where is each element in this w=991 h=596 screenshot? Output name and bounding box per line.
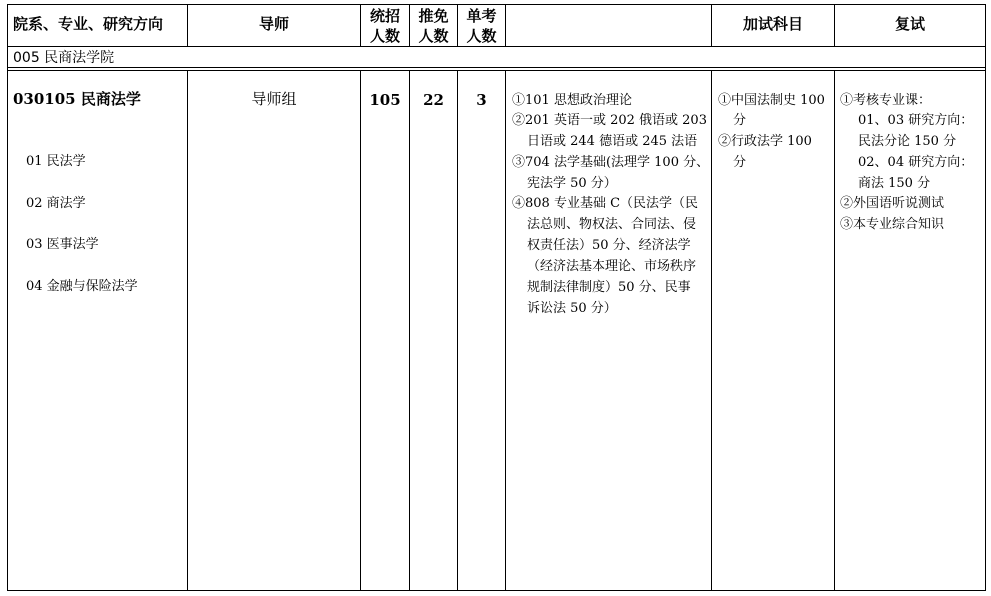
extra-line: ②行政法学 100 [718, 134, 812, 149]
retest-line: ③本专业综合知识 [840, 217, 945, 232]
retest-line: 02、04 研究方向： [858, 155, 974, 170]
header-tuimian-line1: 推免 [418, 7, 449, 25]
extra-line: 分 [733, 113, 747, 128]
exam-line: 日语或 244 德语或 245 法语 [527, 134, 698, 149]
exam-line: ④808 专业基础 C（民法学（民 [512, 196, 699, 211]
program-dankao-count: 3 [476, 91, 487, 109]
table-border-right [985, 4, 986, 591]
direction-item: 04 金融与保险法学 [26, 279, 138, 294]
header-dankao-line2: 人数 [466, 27, 497, 45]
header-tongzhao-line1: 统招 [369, 7, 400, 25]
retest-line: 商法 150 分 [858, 176, 931, 191]
exam-line: 权责任法）50 分、经济法学 [527, 238, 691, 253]
program-code-name: 030105 民商法学 [13, 90, 141, 108]
header-tongzhao-line2: 人数 [369, 27, 400, 45]
extra-line: 分 [733, 155, 747, 170]
header-retest: 复试 [894, 15, 925, 33]
header-dankao [458, 6, 505, 46]
col-divider-exam [505, 4, 506, 47]
col-divider-tongzhao [360, 70, 361, 591]
exam-line: ①101 思想政治理论 [512, 93, 632, 108]
retest-line: 01、03 研究方向： [858, 113, 974, 128]
exam-line: 法总则、物权法、合同法、侵 [527, 217, 697, 232]
section-bottom-line [7, 67, 986, 68]
exam-line: （经济法基本理论、市场秩序 [527, 259, 697, 274]
exam-line: 规制法律制度）50 分、民事 [527, 280, 691, 295]
header-bottom-line [7, 46, 986, 47]
header-extra: 加试科目 [742, 15, 803, 33]
header-dept: 院系、专业、研究方向 [13, 15, 164, 33]
program-tutor: 导师组 [251, 90, 297, 108]
header-tuimian-line2: 人数 [418, 27, 449, 45]
table-border-top [7, 4, 986, 5]
header-tutor: 导师 [258, 15, 289, 33]
col-divider-tuimian [409, 70, 410, 591]
extra-line: ①中国法制史 100 [718, 93, 825, 108]
program-tuimian-count: 22 [423, 91, 444, 109]
table-border-bottom [7, 590, 986, 591]
program-tongzhao-count: 105 [369, 91, 401, 109]
header-tongzhao [361, 6, 409, 46]
table-border-left [7, 4, 8, 591]
direction-item: 01 民法学 [26, 154, 86, 169]
col-divider-extra [711, 70, 712, 591]
direction-item: 02 商法学 [26, 196, 86, 211]
exam-line: ③704 法学基础(法理学 100 分、 [512, 155, 710, 170]
direction-item: 03 医事法学 [26, 237, 99, 252]
exam-line: ②201 英语一或 202 俄语或 203 [512, 113, 707, 128]
section-bottom-line-double [7, 70, 986, 71]
exam-line: 宪法学 50 分） [527, 176, 617, 191]
header-tuimian [410, 6, 457, 46]
exam-line: 诉讼法 50 分） [527, 301, 617, 316]
retest-line: ①考核专业课： [840, 93, 932, 108]
col-divider-retest [834, 70, 835, 591]
retest-line: ②外国语听说测试 [840, 196, 945, 211]
col-divider-dankao [457, 70, 458, 591]
header-dankao-line1: 单考 [466, 7, 497, 25]
col-divider-exam [505, 70, 506, 591]
col-divider-tutor [187, 70, 188, 591]
section-title: 005 民商法学院 [13, 50, 115, 66]
retest-line: 民法分论 150 分 [858, 134, 957, 149]
